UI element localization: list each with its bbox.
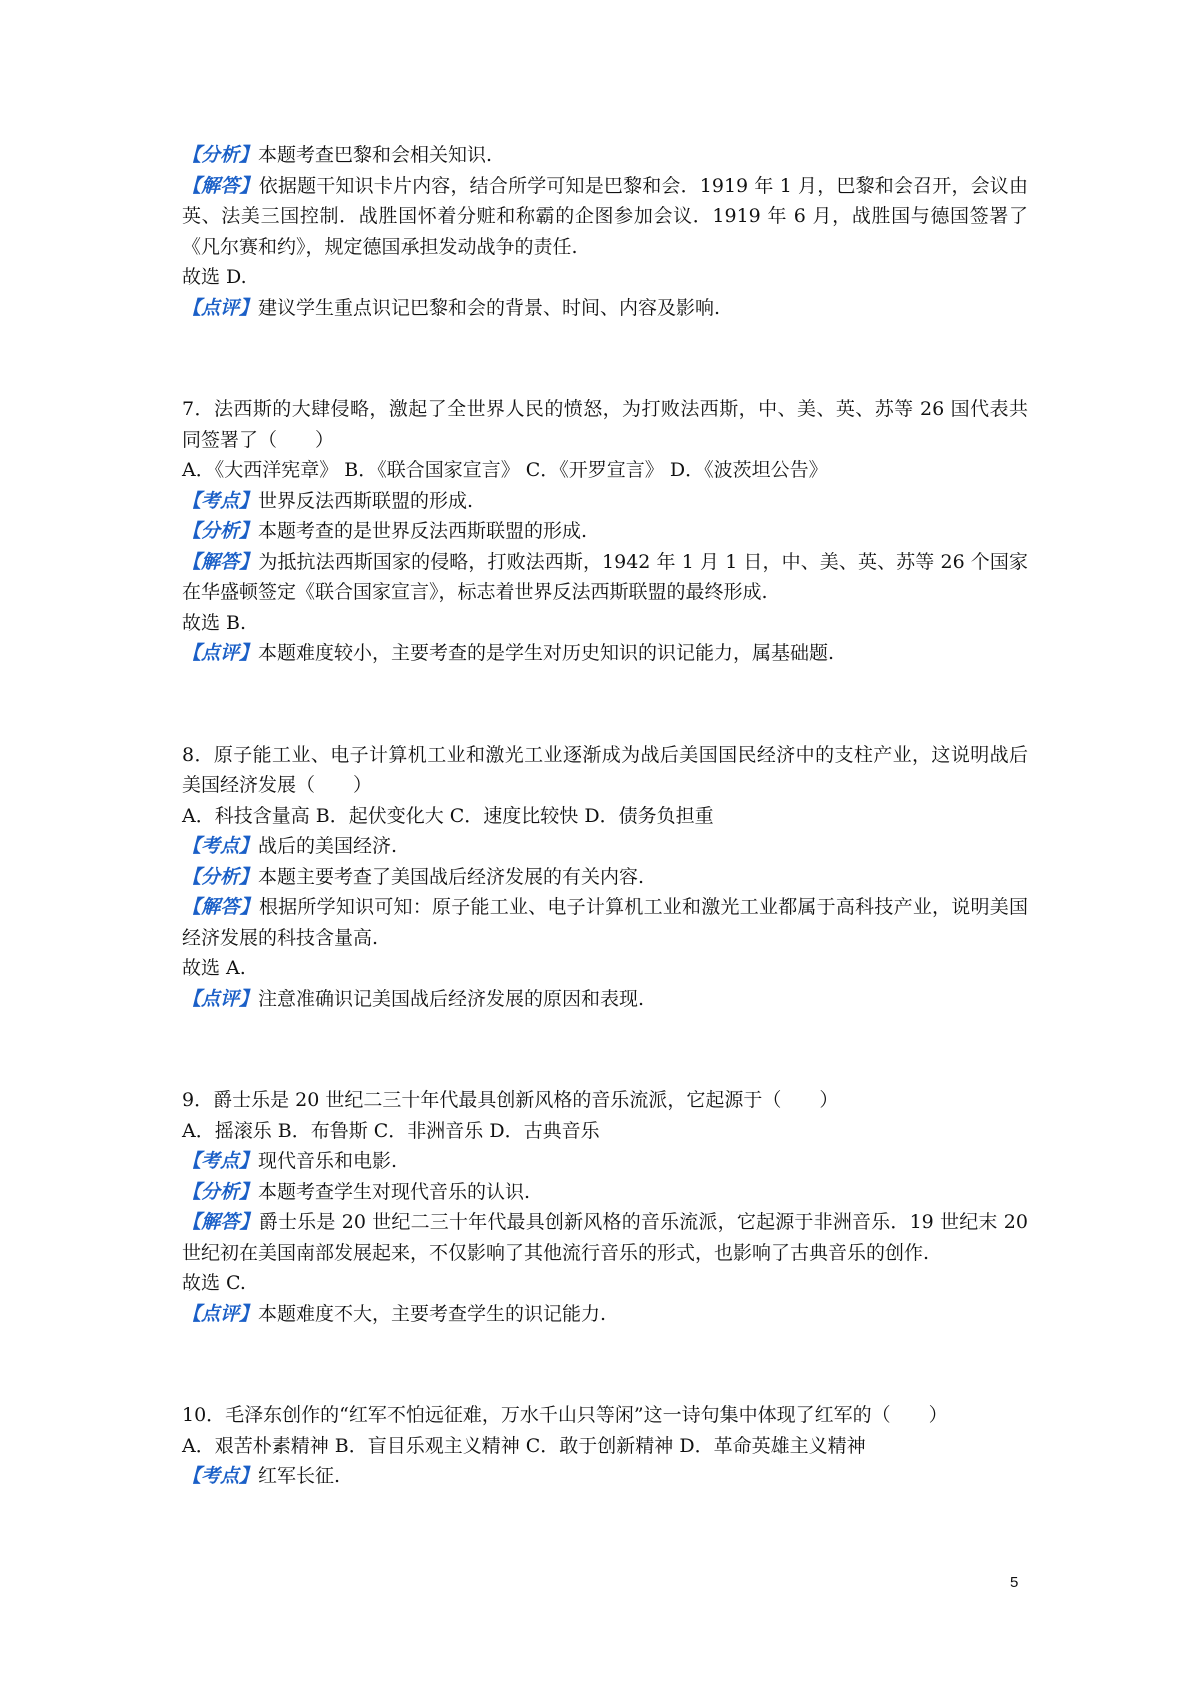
comment-tag: 【点评】 xyxy=(182,1302,259,1325)
document-content xyxy=(182,140,1028,1492)
keypoint-tag: 【考点】 xyxy=(182,1150,259,1172)
comment-tag: 【点评】 xyxy=(182,987,259,1010)
q7-answer xyxy=(182,547,1028,608)
q8-options: A．科技含量高 B．起伏变化大 C．速度比较快 D．债务负担重 xyxy=(182,804,714,827)
q7-keypoint xyxy=(182,486,1028,517)
q6-analysis-text: 本题考查巴黎和会相关知识. xyxy=(258,144,493,166)
answer-tag: 【解答】 xyxy=(182,896,259,918)
q6-answer xyxy=(182,171,1028,263)
answer-tag: 【解答】 xyxy=(182,174,259,197)
q9-question: 9．爵士乐是 20 世纪二三十年代最具创新风格的音乐流派，它起源于（ ） xyxy=(182,1089,839,1111)
q10-keypoint xyxy=(182,1461,1028,1492)
q8-question: 8．原子能工业、电子计算机工业和激光工业逐渐成为战后美国国民经济中的支柱产业，这说明战后美国经济发展（ ） xyxy=(182,743,1028,796)
q8-comment-text: 注意准确识记美国战后经济发展的原因和表现. xyxy=(258,987,645,1010)
q7-options: A．《大西洋宪章》 B．《联合国家宣言》 C．《开罗宣言》 D．《波茨坦公告》 xyxy=(182,459,828,481)
comment-tag: 【点评】 xyxy=(182,642,259,664)
analysis-tag: 【分析】 xyxy=(182,865,259,888)
q7-choice: 故选 B. xyxy=(182,611,247,634)
q9-comment-text: 本题难度不大，主要考查学生的识记能力. xyxy=(258,1302,607,1325)
q8-answer xyxy=(182,892,1028,953)
q10-question: 10．毛泽东创作的“红军不怕远征难，万水千山只等闲”这一诗句集中体现了红军的（ ） xyxy=(182,1404,948,1426)
q7-comment-text: 本题难度较小，主要考查的是学生对历史知识的识记能力，属基础题. xyxy=(258,642,835,664)
q10-options: A．艰苦朴素精神 B．盲目乐观主义精神 C．敢于创新精神 D．革命英雄主义精神 xyxy=(182,1434,866,1457)
q7-answer-text: 为抵抗法西斯国家的侵略，打败法西斯，1942 年 1 月 1 日，中、美、英、苏等 26 个国家在华盛顿签定《联合国家宣言》，标志着世界反法西斯联盟的最终形成. xyxy=(182,550,1028,603)
q9-comment xyxy=(182,1299,1028,1330)
q9-answer xyxy=(182,1207,1028,1268)
q9-answer-text: 爵士乐是 20 世纪二三十年代最具创新风格的音乐流派，它起源于非洲音乐．19 世纪末 20 世纪初在美国南部发展起来，不仅影响了其他流行音乐的形式，也影响了古典音乐的创作. xyxy=(182,1211,1028,1264)
q7-keypoint-text: 世界反法西斯联盟的形成. xyxy=(258,489,474,512)
analysis-tag: 【分析】 xyxy=(182,144,259,166)
q9-options: A．摇滚乐 B．布鲁斯 C．非洲音乐 D．古典音乐 xyxy=(182,1119,600,1142)
q7-analysis-text: 本题考查的是世界反法西斯联盟的形成. xyxy=(258,520,588,542)
q8-keypoint xyxy=(182,831,1028,862)
q10-keypoint-text: 红军长征. xyxy=(258,1465,341,1487)
q9-analysis xyxy=(182,1177,1028,1208)
q8-analysis xyxy=(182,862,1028,893)
analysis-tag: 【分析】 xyxy=(182,1180,259,1203)
q8-keypoint-text: 战后的美国经济. xyxy=(258,835,398,857)
q9-analysis-text: 本题考查学生对现代音乐的认识. xyxy=(258,1180,531,1203)
q7-analysis xyxy=(182,516,1028,547)
q8-answer-text: 根据所学知识可知：原子能工业、电子计算机工业和激光工业都属于高科技产业，说明美国经济发展的科技含量高. xyxy=(182,896,1028,949)
q7-question: 7．法西斯的大肆侵略，激起了全世界人民的愤怒，为打败法西斯，中、美、英、苏等 26 国代表共同签署了（ ） xyxy=(182,398,1028,451)
q9-keypoint-text: 现代音乐和电影. xyxy=(258,1150,398,1172)
answer-tag: 【解答】 xyxy=(182,550,259,573)
q8-analysis-text: 本题主要考查了美国战后经济发展的有关内容. xyxy=(258,865,645,888)
q9-keypoint xyxy=(182,1146,1028,1177)
q8-choice: 故选 A. xyxy=(182,957,246,979)
q8-comment xyxy=(182,984,1028,1015)
comment-tag: 【点评】 xyxy=(182,296,259,319)
page-number: 5 xyxy=(1010,1574,1019,1591)
q6-comment xyxy=(182,293,1028,324)
analysis-tag: 【分析】 xyxy=(182,520,259,542)
keypoint-tag: 【考点】 xyxy=(182,835,259,857)
q7-comment xyxy=(182,638,1028,669)
keypoint-tag: 【考点】 xyxy=(182,1465,259,1487)
answer-tag: 【解答】 xyxy=(182,1211,259,1233)
q9-choice: 故选 C. xyxy=(182,1272,246,1294)
q6-comment-text: 建议学生重点识记巴黎和会的背景、时间、内容及影响. xyxy=(258,296,721,319)
q6-answer-text: 依据题干知识卡片内容，结合所学可知是巴黎和会．1919 年 1 月，巴黎和会召开，会议由英、法美三国控制．战胜国怀着分赃和称霸的企图参加会议．1919 年 6 月，战胜国与德国签署了《凡尔赛和约》，规定德国承担发动战争的责任. xyxy=(182,174,1028,258)
keypoint-tag: 【考点】 xyxy=(182,489,259,512)
q6-choice: 故选 D. xyxy=(182,266,247,288)
q6-analysis xyxy=(182,140,1028,171)
